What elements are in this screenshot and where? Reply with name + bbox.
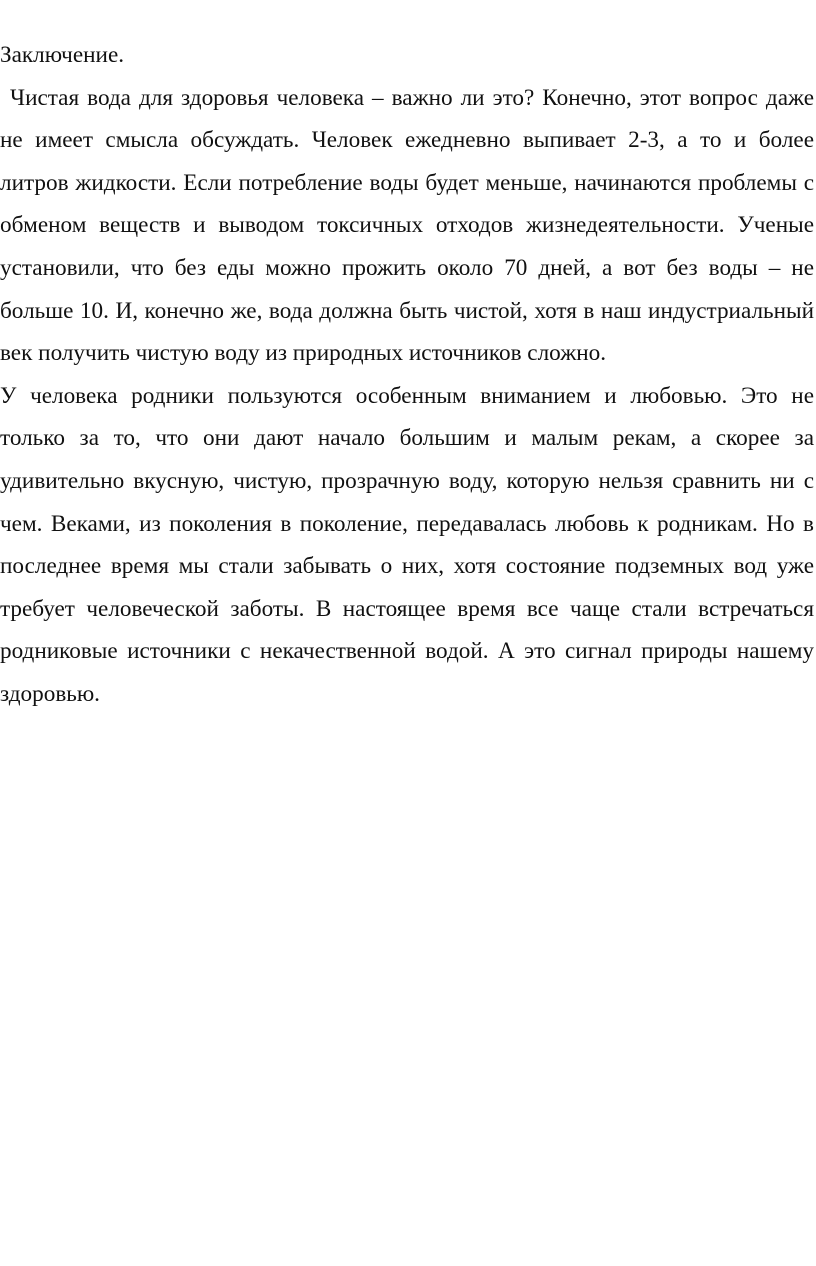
paragraph-water-health: Чистая вода для здоровья человека – важно ли это? Конечно, этот вопрос даже не имеет смысла обсуждать. Человек ежедневно выпивает 2-3, а то и более литров жидкости. Если потребление воды будет меньше, начинаются проблемы с обменом веществ и выводом токсичных отходов жизнедеятельности. Ученые установили, что без еды можно прожить около 70 дней, а вот без воды – не больше 10. И, конечно же, вода должна быть чистой, хотя в наш индустриальный век получить чистую воду из природных источников сложно. (0, 84, 814, 367)
paragraph-springs: У человека родники пользуются особенным вниманием и любовью. Это не только за то, что они дают начало большим и малым рекам, а скорее за удивительно вкусную, чистую, прозрачную воду, которую нельзя сравнить ни с чем. Веками, из поколения в поколение, передавалась любовь к родникам. Но в последнее время мы стали забывать о них, хотя состояние подземных вод уже требует человеческой заботы. В настоящее время все чаще стали встречаться родниковые источники с некачественной водой. А это сигнал природы нашему здоровью. (0, 382, 814, 707)
document-heading: Заключение. (0, 42, 125, 68)
